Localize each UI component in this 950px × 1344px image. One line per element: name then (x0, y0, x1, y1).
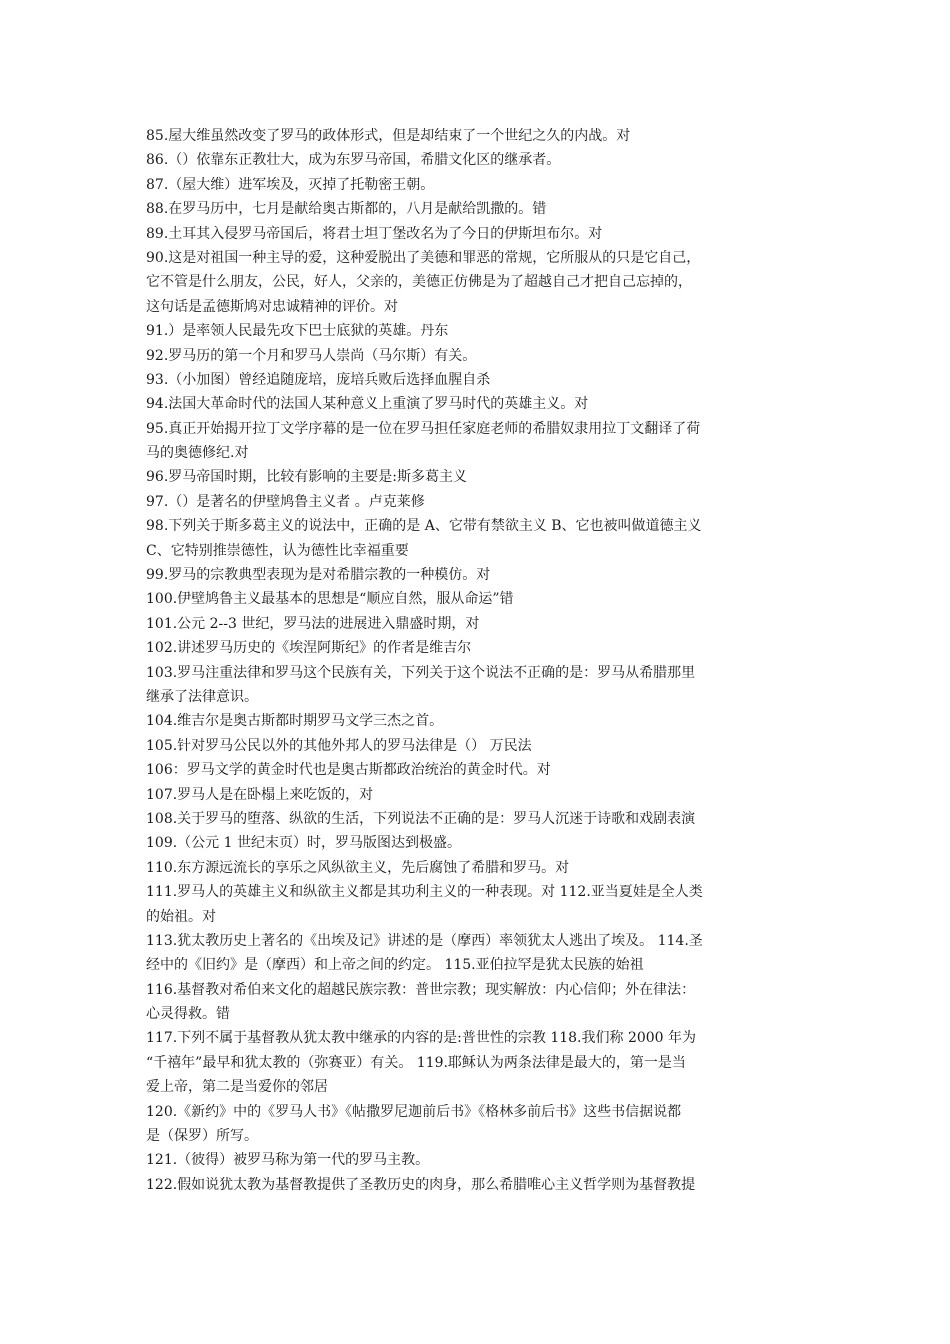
text-line: 93.（小加图）曾经追随庞培，庞培兵败后选择血腥自杀 (146, 371, 491, 388)
text-line: 100.伊壁鸠鲁主义最基本的思想是“顺应自然，服从命运”错 (146, 591, 514, 608)
text-line: 103.罗马注重法律和罗马这个民族有关，下列关于这个说法不正确的是：罗马从希腊那里 (146, 664, 696, 681)
text-line: 91.）是率领人民最先攻下巴士底狱的英雄。丹东 (146, 323, 449, 340)
text-line: 101.公元 2--3 世纪，罗马法的进展进入鼎盛时期，对 (146, 615, 480, 632)
text-line: 105.针对罗马公民以外的其他外邦人的罗马法律是（） 万民法 (146, 737, 532, 754)
text-line: 92.罗马历的第一个月和罗马人崇尚（马尔斯）有关。 (146, 347, 477, 364)
text-line: 这句话是孟德斯鸠对忠诚精神的评价。对 (146, 298, 398, 315)
text-line: 111.罗马人的英雄主义和纵欲主义都是其功利主义的一种表现。对 112.亚当夏娃是全人类 (146, 884, 703, 901)
text-line: 88.在罗马历中，七月是献给奥古斯都的，八月是献给凯撒的。错 (146, 201, 547, 218)
text-line: 110.东方源远流长的享乐之风纵欲主义，先后腐蚀了希腊和罗马。对 (146, 859, 570, 876)
text-line: 89.土耳其入侵罗马帝国后，将君士坦丁堡改名为了今日的伊斯坦布尔。对 (146, 225, 603, 242)
text-line: 107.罗马人是在卧榻上来吃饭的，对 (146, 786, 374, 803)
text-line: “千禧年”最早和犹太教的（弥赛亚）有关。 119.耶稣认为两条法律是最大的，第一是当 (146, 1054, 686, 1071)
text-line: 120.《新约》中的《罗马人书》《帖撒罗尼迦前后书》《格林多前后书》这些书信据说都 (146, 1103, 682, 1120)
text-line: 95.真正开始揭开拉丁文学序幕的是一位在罗马担任家庭老师的希腊奴隶用拉丁文翻译了荷 (146, 420, 701, 437)
text-line: 90.这是对祖国一种主导的爱，这种爱脱出了美德和罪恶的常规，它所服从的只是它自己， (146, 249, 701, 266)
text-line: 是（保罗）所写。 (146, 1128, 258, 1145)
text-line: 97.（）是著名的伊壁鸠鲁主义者 。卢克莱修 (146, 493, 425, 510)
text-line: 106：罗马文学的黄金时代也是奥古斯都政治统治的黄金时代。对 (146, 762, 551, 779)
text-line: 94.法国大革命时代的法国人某种意义上重演了罗马时代的英雄主义。对 (146, 396, 589, 413)
text-line: 116.基督教对希伯来文化的超越民族宗教：普世宗教；现实解放：内心信仰；外在律法： (146, 981, 696, 998)
text-line: 87.（屋大维）进军埃及，灭掉了托勒密王朝。 (146, 176, 435, 193)
text-line: 99.罗马的宗教典型表现为是对希腊宗教的一种模仿。对 (146, 567, 491, 584)
text-line: 经中的《旧约》是（摩西）和上帝之间的约定。 115.亚伯拉罕是犹太民族的始祖 (146, 957, 644, 974)
text-line: 96.罗马帝国时期，比较有影响的主要是:斯多葛主义 (146, 469, 467, 486)
text-line: 继承了法律意识。 (146, 688, 258, 705)
text-line: 104.维吉尔是奥古斯都时期罗马文学三杰之首。 (146, 713, 444, 730)
text-line: 122.假如说犹太教为基督教提供了圣教历史的肉身，那么希腊唯心主义哲学则为基督教提 (146, 1176, 696, 1193)
text-line: 它不管是什么朋友，公民，好人，父亲的，美德正仿佛是为了超越自己才把自己忘掉的， (146, 274, 692, 291)
text-line: 心灵得救。错 (146, 1006, 230, 1023)
text-line: 113.犹太教历史上著名的《出埃及记》讲述的是（摩西）率领犹太人逃出了埃及。 114.圣 (146, 932, 703, 949)
document-body (146, 124, 810, 1197)
text-line: 马的奥德修纪.对 (146, 445, 249, 462)
text-line: 98.下列关于斯多葛主义的说法中，正确的是 A、它带有禁欲主义 B、它也被叫做道德主义 (146, 518, 702, 535)
text-line: 86.（）依靠东正教壮大，成为东罗马帝国，希腊文化区的继承者。 (146, 152, 561, 169)
text-line: 的始祖。对 (146, 908, 216, 925)
text-line: 85.屋大维虽然改变了罗马的政体形式，但是却结束了一个世纪之久的内战。对 (146, 128, 631, 144)
text-line: 爱上帝，第二是当爱你的邻居 (146, 1079, 328, 1096)
text-line: 108.关于罗马的堕落、纵欲的生活，下列说法不正确的是：罗马人沉迷于诗歌和戏剧表演 (146, 810, 696, 827)
text-line: 117.下列不属于基督教从犹太教中继承的内容的是:普世性的宗教 118.我们称 2000 年为 (146, 1030, 697, 1047)
text-line: 109.（公元 1 世纪末页）时，罗马版图达到极盛。 (146, 835, 461, 852)
text-line: 102.讲述罗马历史的《埃涅阿斯纪》的作者是维吉尔 (146, 640, 472, 657)
text-line: 121.（彼得）被罗马称为第一代的罗马主教。 (146, 1152, 430, 1169)
text-line: C、它特别推崇德性，认为德性比幸福重要 (146, 542, 409, 559)
